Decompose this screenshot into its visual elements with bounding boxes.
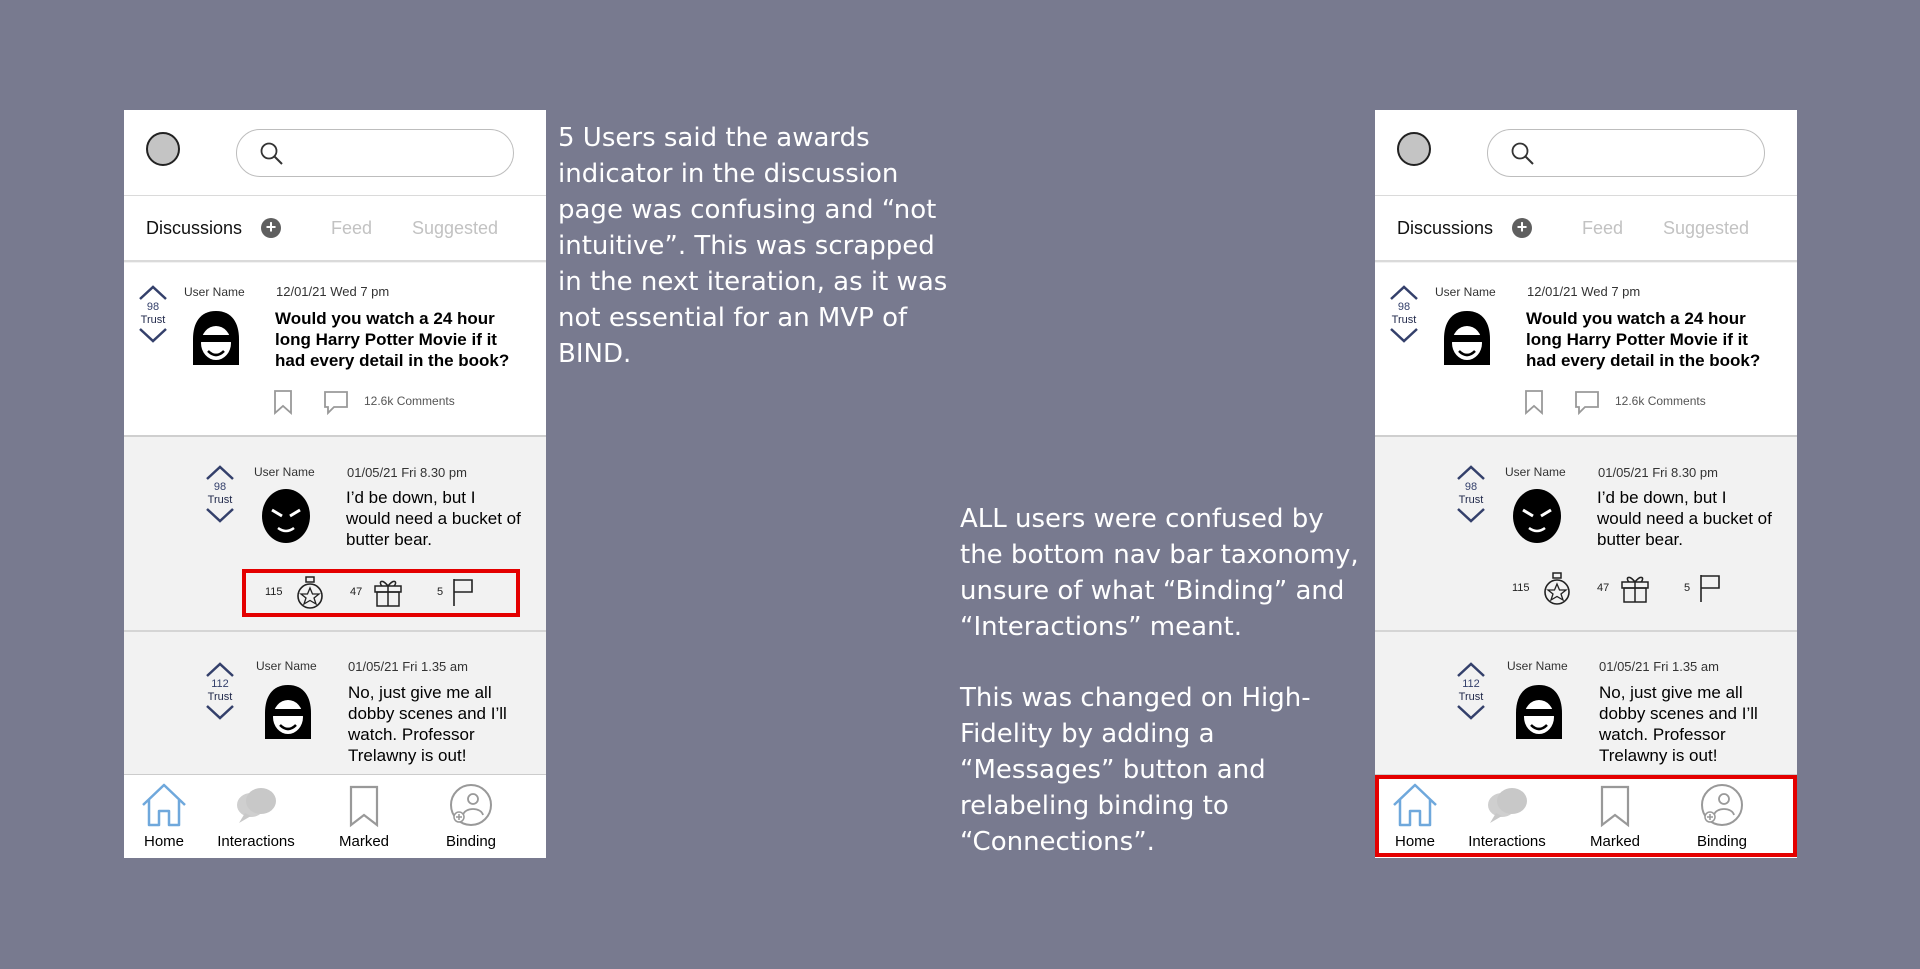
search-icon (259, 141, 285, 167)
trust-label: Trust (1458, 494, 1484, 506)
post-date: 01/05/21 Fri 8.30 pm (1598, 465, 1718, 480)
home-icon (139, 781, 189, 829)
vote-control (1453, 662, 1489, 720)
plus-icon: + (265, 217, 277, 237)
post-date: 01/05/21 Fri 1.35 am (348, 659, 468, 674)
tab-bar (1375, 196, 1797, 262)
profile-avatar[interactable] (1397, 132, 1431, 166)
vote-count: 98 (1397, 301, 1411, 313)
nav-marked[interactable] (314, 781, 414, 850)
gift-icon[interactable] (1619, 572, 1651, 604)
discussion-post[interactable] (124, 263, 546, 437)
user-avatar-icon[interactable] (190, 309, 242, 367)
star-medal-icon[interactable] (295, 576, 325, 610)
vote-count: 112 (1462, 678, 1480, 690)
flag-count: 5 (437, 586, 444, 598)
top-bar (124, 110, 546, 196)
awards-indicator-highlight (242, 569, 520, 617)
nav-marked[interactable] (1565, 781, 1665, 850)
nav-home-label: Home (1394, 833, 1435, 850)
user-name[interactable]: User Name (1507, 659, 1568, 673)
chat-bubbles-icon (1482, 781, 1532, 829)
chat-bubbles-icon (231, 781, 281, 829)
tab-discussions[interactable]: Discussions (1397, 218, 1494, 238)
profile-avatar[interactable] (146, 132, 180, 166)
add-discussion-button[interactable] (261, 218, 281, 238)
chevron-down-icon[interactable] (204, 704, 236, 720)
post-date: 12/01/21 Wed 7 pm (276, 284, 390, 299)
vote-control (202, 662, 238, 720)
annotation-nav-change: This was changed on High-Fidelity by adding a “Messages” button and relabeling binding to “Connections”. (960, 683, 1311, 857)
user-name[interactable]: User Name (256, 659, 317, 673)
user-name[interactable]: User Name (1435, 285, 1496, 299)
vote-count: 98 (213, 481, 227, 493)
nav-interactions-label: Interactions (217, 833, 295, 850)
nav-home-label: Home (143, 833, 184, 850)
comments-count[interactable]: 12.6k Comments (364, 394, 455, 408)
awards-indicator (1493, 569, 1771, 617)
tab-feed[interactable]: Feed (1582, 218, 1624, 238)
gift-icon[interactable] (372, 576, 404, 608)
nav-binding[interactable] (421, 781, 521, 850)
search-input[interactable] (236, 129, 514, 177)
bookmark-icon[interactable] (272, 389, 294, 415)
bookmark-icon (1590, 781, 1640, 829)
add-user-icon (1697, 781, 1747, 829)
gift-award-count: 47 (1597, 582, 1610, 594)
nav-home[interactable] (124, 781, 214, 850)
chevron-up-icon[interactable] (1455, 465, 1487, 481)
tab-discussions[interactable]: Discussions (146, 218, 243, 238)
flag-icon[interactable] (1697, 572, 1723, 604)
tab-suggested[interactable]: Suggested (412, 218, 499, 238)
top-bar (1375, 110, 1797, 196)
reply-text: I’d be down, but I would need a bucket of butter bear. (1597, 488, 1772, 549)
post-title[interactable]: Would you watch a 24 hour long Harry Potter Movie if it had every detail in the book? (275, 309, 510, 370)
bottom-nav-bar (124, 774, 546, 858)
user-avatar-icon[interactable] (262, 683, 314, 741)
chevron-up-icon[interactable] (137, 285, 169, 301)
tab-suggested[interactable]: Suggested (1663, 218, 1750, 238)
user-name[interactable]: User Name (184, 285, 245, 299)
nav-marked-label: Marked (1589, 833, 1641, 850)
chevron-up-icon[interactable] (204, 662, 236, 678)
discussion-post[interactable] (1375, 263, 1797, 437)
nav-marked-label: Marked (338, 833, 390, 850)
chevron-down-icon[interactable] (204, 507, 236, 523)
add-user-icon (446, 781, 496, 829)
vote-count: 98 (146, 301, 160, 313)
star-award-count: 115 (1512, 582, 1530, 594)
user-avatar-icon[interactable] (260, 488, 312, 546)
nav-interactions-label: Interactions (1468, 833, 1546, 850)
comment-icon[interactable] (1573, 389, 1601, 415)
nav-home[interactable] (1375, 781, 1465, 850)
post-date: 12/01/21 Wed 7 pm (1527, 284, 1641, 299)
post-date: 01/05/21 Fri 8.30 pm (347, 465, 467, 480)
phone-mockup-before (124, 110, 546, 858)
post-date: 01/05/21 Fri 1.35 am (1599, 659, 1719, 674)
user-avatar-icon[interactable] (1441, 309, 1493, 367)
chevron-up-icon[interactable] (1388, 285, 1420, 301)
reply-post[interactable] (124, 437, 546, 632)
chevron-down-icon[interactable] (1388, 327, 1420, 343)
star-award-count: 115 (265, 586, 283, 598)
chevron-up-icon[interactable] (1455, 662, 1487, 678)
chevron-down-icon[interactable] (137, 327, 169, 343)
phone-mockup-after (1375, 110, 1797, 858)
bookmark-icon[interactable] (1523, 389, 1545, 415)
nav-interactions[interactable] (206, 781, 306, 850)
annotation-nav-taxonomy: ALL users were confused by the bottom nav bar taxonomy, unsure of what “Binding” and “Interactions” meant. (960, 504, 1359, 642)
search-icon (1510, 141, 1536, 167)
nav-binding-label: Binding (445, 833, 497, 850)
trust-label: Trust (1458, 691, 1484, 703)
bookmark-icon (339, 781, 389, 829)
nav-binding-label: Binding (1696, 833, 1748, 850)
reply-text: No, just give me all dobby scenes and I’ll watch. Professor Trelawny is out! (1599, 683, 1758, 765)
trust-label: Trust (207, 691, 233, 703)
user-name[interactable]: User Name (1505, 465, 1566, 479)
vote-control (202, 465, 238, 523)
chevron-up-icon[interactable] (204, 465, 236, 481)
nav-binding[interactable] (1672, 781, 1772, 850)
search-input[interactable] (1487, 129, 1765, 177)
tab-feed[interactable]: Feed (331, 218, 373, 238)
plus-icon: + (1516, 217, 1528, 237)
bottom-nav-bar (1375, 774, 1797, 858)
user-name[interactable]: User Name (254, 465, 315, 479)
home-icon (1390, 781, 1440, 829)
reply-text: I’d be down, but I would need a bucket of butter bear. (346, 488, 521, 549)
annotation-awards: 5 Users said the awards indicator in the discussion page was confusing and “not intuitive”. This was scrapped in the next iteration, as it was not essential for an MVP of BIND. (558, 123, 948, 369)
comment-icon[interactable] (322, 389, 350, 415)
add-discussion-button[interactable] (1512, 218, 1532, 238)
reply-text: No, just give me all dobby scenes and I’ll watch. Professor Trelawny is out! (348, 683, 507, 765)
tab-bar (124, 196, 546, 262)
chevron-down-icon[interactable] (1455, 507, 1487, 523)
post-title[interactable]: Would you watch a 24 hour long Harry Potter Movie if it had every detail in the book? (1526, 309, 1761, 370)
comments-count[interactable]: 12.6k Comments (1615, 394, 1706, 408)
vote-count: 112 (211, 678, 229, 690)
flag-icon[interactable] (450, 576, 476, 608)
gift-award-count: 47 (350, 586, 363, 598)
vote-control (1453, 465, 1489, 523)
vote-control (1386, 285, 1422, 343)
trust-label: Trust (207, 494, 233, 506)
user-avatar-icon[interactable] (1511, 488, 1563, 546)
vote-count: 98 (1464, 481, 1478, 493)
reply-post[interactable] (1375, 437, 1797, 632)
star-medal-icon[interactable] (1542, 572, 1572, 606)
chevron-down-icon[interactable] (1455, 704, 1487, 720)
flag-count: 5 (1684, 582, 1691, 594)
trust-label: Trust (1391, 314, 1417, 326)
nav-interactions[interactable] (1457, 781, 1557, 850)
user-avatar-icon[interactable] (1513, 683, 1565, 741)
vote-control (135, 285, 171, 343)
trust-label: Trust (140, 314, 166, 326)
